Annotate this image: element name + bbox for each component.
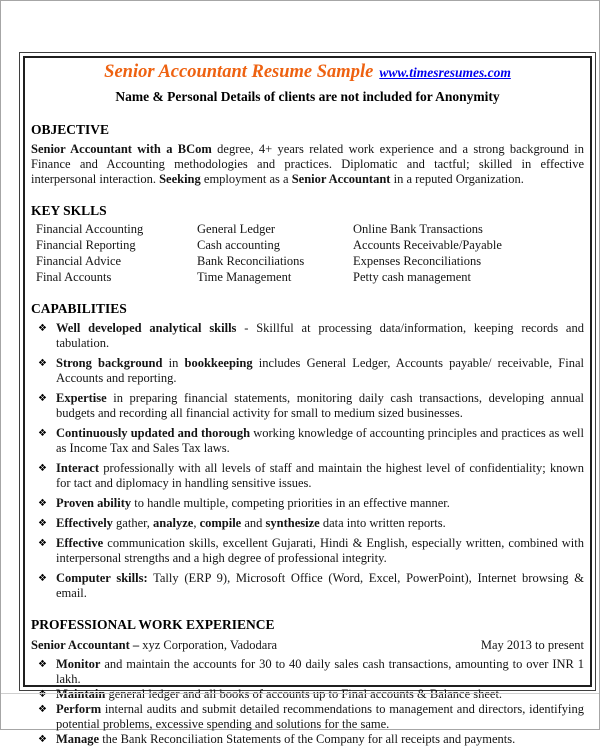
- document-header: [31, 60, 584, 105]
- page-title: Senior Accountant Resume Sample: [104, 62, 374, 82]
- list-item: [38, 687, 584, 702]
- skill-item: General Ledger: [197, 222, 276, 236]
- list-item: [38, 426, 584, 456]
- experience-text: Manage the Bank Reconciliation Statements of the Company for all receipts and payments.: [56, 732, 516, 746]
- list-item: [38, 732, 584, 747]
- experience-text: Monitor and maintain the accounts for 30 to 40 daily sales cash transactions, amounting to over INR 1 lakh.: [56, 657, 584, 686]
- document-border-frame: [19, 52, 596, 746]
- image-bottom-edge: [1, 693, 599, 694]
- skill-item: Accounts Receivable/Payable: [353, 238, 502, 252]
- job-header: [31, 638, 584, 653]
- capability-text: Expertise in preparing financial statements, monitoring daily cash transactions, developing annual budgets and recording all financial activity for small to medium sized businesses.: [56, 391, 584, 420]
- diamond-bullet-icon: ❖: [38, 538, 47, 549]
- skill-item: Petty cash management: [353, 270, 472, 284]
- capability-text: Continuously updated and thorough working knowledge of accounting principles and practices as well as Income Tax and Sales Tax laws.: [56, 426, 584, 455]
- experience-list: [31, 657, 584, 747]
- site-link[interactable]: www.timesresumes.com: [379, 65, 511, 80]
- diamond-bullet-icon: ❖: [38, 704, 47, 715]
- key-skills-heading: KEY SKLLS: [31, 203, 107, 218]
- capability-text: Strong background in bookkeeping includes General Ledger, Accounts payable/ receivable, Final Accounts and reporting.: [56, 356, 584, 385]
- capability-text: Effectively gather, analyze, compile and synthesize data into written reports.: [56, 516, 446, 530]
- objective-paragraph: Senior Accountant with a BCom degree, 4+ years related work experience and a strong background in Finance and Accounting methodologies and practices. Diplomatic and tactful; skilled in effective interpersonal interaction. Seeking employment as a Senior Accountant in a reputed Organization.: [31, 142, 584, 186]
- skill-item: Financial Accounting: [36, 222, 144, 236]
- skill-item: Financial Reporting: [36, 238, 136, 252]
- diamond-bullet-icon: ❖: [38, 689, 47, 700]
- skill-item: Expenses Reconciliations: [353, 254, 482, 268]
- list-item: [38, 461, 584, 491]
- experience-text: Maintain general ledger and all books of accounts up to Final accounts & Balance sheet.: [56, 687, 503, 701]
- capability-text: Interact professionally with all levels of staff and maintain the highest level of confidentiality; known for tact and diplomacy in handling sensitive issues.: [56, 461, 584, 490]
- list-item: [38, 702, 584, 732]
- skill-item: Bank Reconciliations: [197, 254, 305, 268]
- job-date-range: May 2013 to present: [480, 638, 584, 652]
- skill-item: Time Management: [197, 270, 292, 284]
- job-title: Senior Accountant – xyz Corporation, Vadodara: [31, 638, 278, 652]
- document-content: [23, 56, 592, 746]
- list-item: [38, 356, 584, 386]
- key-skills-grid: [31, 221, 584, 285]
- list-item: [38, 657, 584, 687]
- diamond-bullet-icon: ❖: [38, 659, 47, 670]
- diamond-bullet-icon: ❖: [38, 323, 47, 334]
- capability-text: Well developed analytical skills - Skillful at processing data/information, keeping records and tabulation.: [56, 321, 584, 350]
- diamond-bullet-icon: ❖: [38, 573, 47, 584]
- experience-text: Perform internal audits and submit detailed recommendations to management and directors, identifying potential problems, excessive spending and solutions for the same.: [56, 702, 584, 731]
- diamond-bullet-icon: ❖: [38, 393, 47, 404]
- diamond-bullet-icon: ❖: [38, 463, 47, 474]
- skill-item: Cash accounting: [197, 238, 280, 252]
- skill-item: Financial Advice: [36, 254, 122, 268]
- capabilities-heading: CAPABILITIES: [31, 301, 127, 316]
- skill-item: Final Accounts: [36, 270, 112, 284]
- list-item: [38, 516, 584, 531]
- list-item: [38, 571, 584, 601]
- list-item: [38, 496, 584, 511]
- capability-text: Effective communication skills, excellent Gujarati, Hindi & English, especially written, combined with interpersonal strengths and a high degree of professional integrity.: [56, 536, 584, 565]
- diamond-bullet-icon: ❖: [38, 518, 47, 529]
- diamond-bullet-icon: ❖: [38, 498, 47, 509]
- diamond-bullet-icon: ❖: [38, 358, 47, 369]
- diamond-bullet-icon: ❖: [38, 734, 47, 745]
- list-item: [38, 321, 584, 351]
- diamond-bullet-icon: ❖: [38, 428, 47, 439]
- skill-item: Online Bank Transactions: [353, 222, 483, 236]
- capability-text: Computer skills: Tally (ERP 9), Microsoft Office (Word, Excel, PowerPoint), Internet browsing & email.: [56, 571, 584, 600]
- experience-heading: PROFESSIONAL WORK EXPERIENCE: [31, 617, 275, 632]
- list-item: [38, 391, 584, 421]
- capability-text: Proven ability to handle multiple, competing priorities in an effective manner.: [56, 496, 450, 510]
- anonymity-note: Name & Personal Details of clients are not included for Anonymity: [115, 89, 500, 104]
- title-line: [31, 60, 584, 85]
- list-item: [38, 536, 584, 566]
- capabilities-list: [31, 321, 584, 601]
- objective-heading: OBJECTIVE: [31, 122, 110, 137]
